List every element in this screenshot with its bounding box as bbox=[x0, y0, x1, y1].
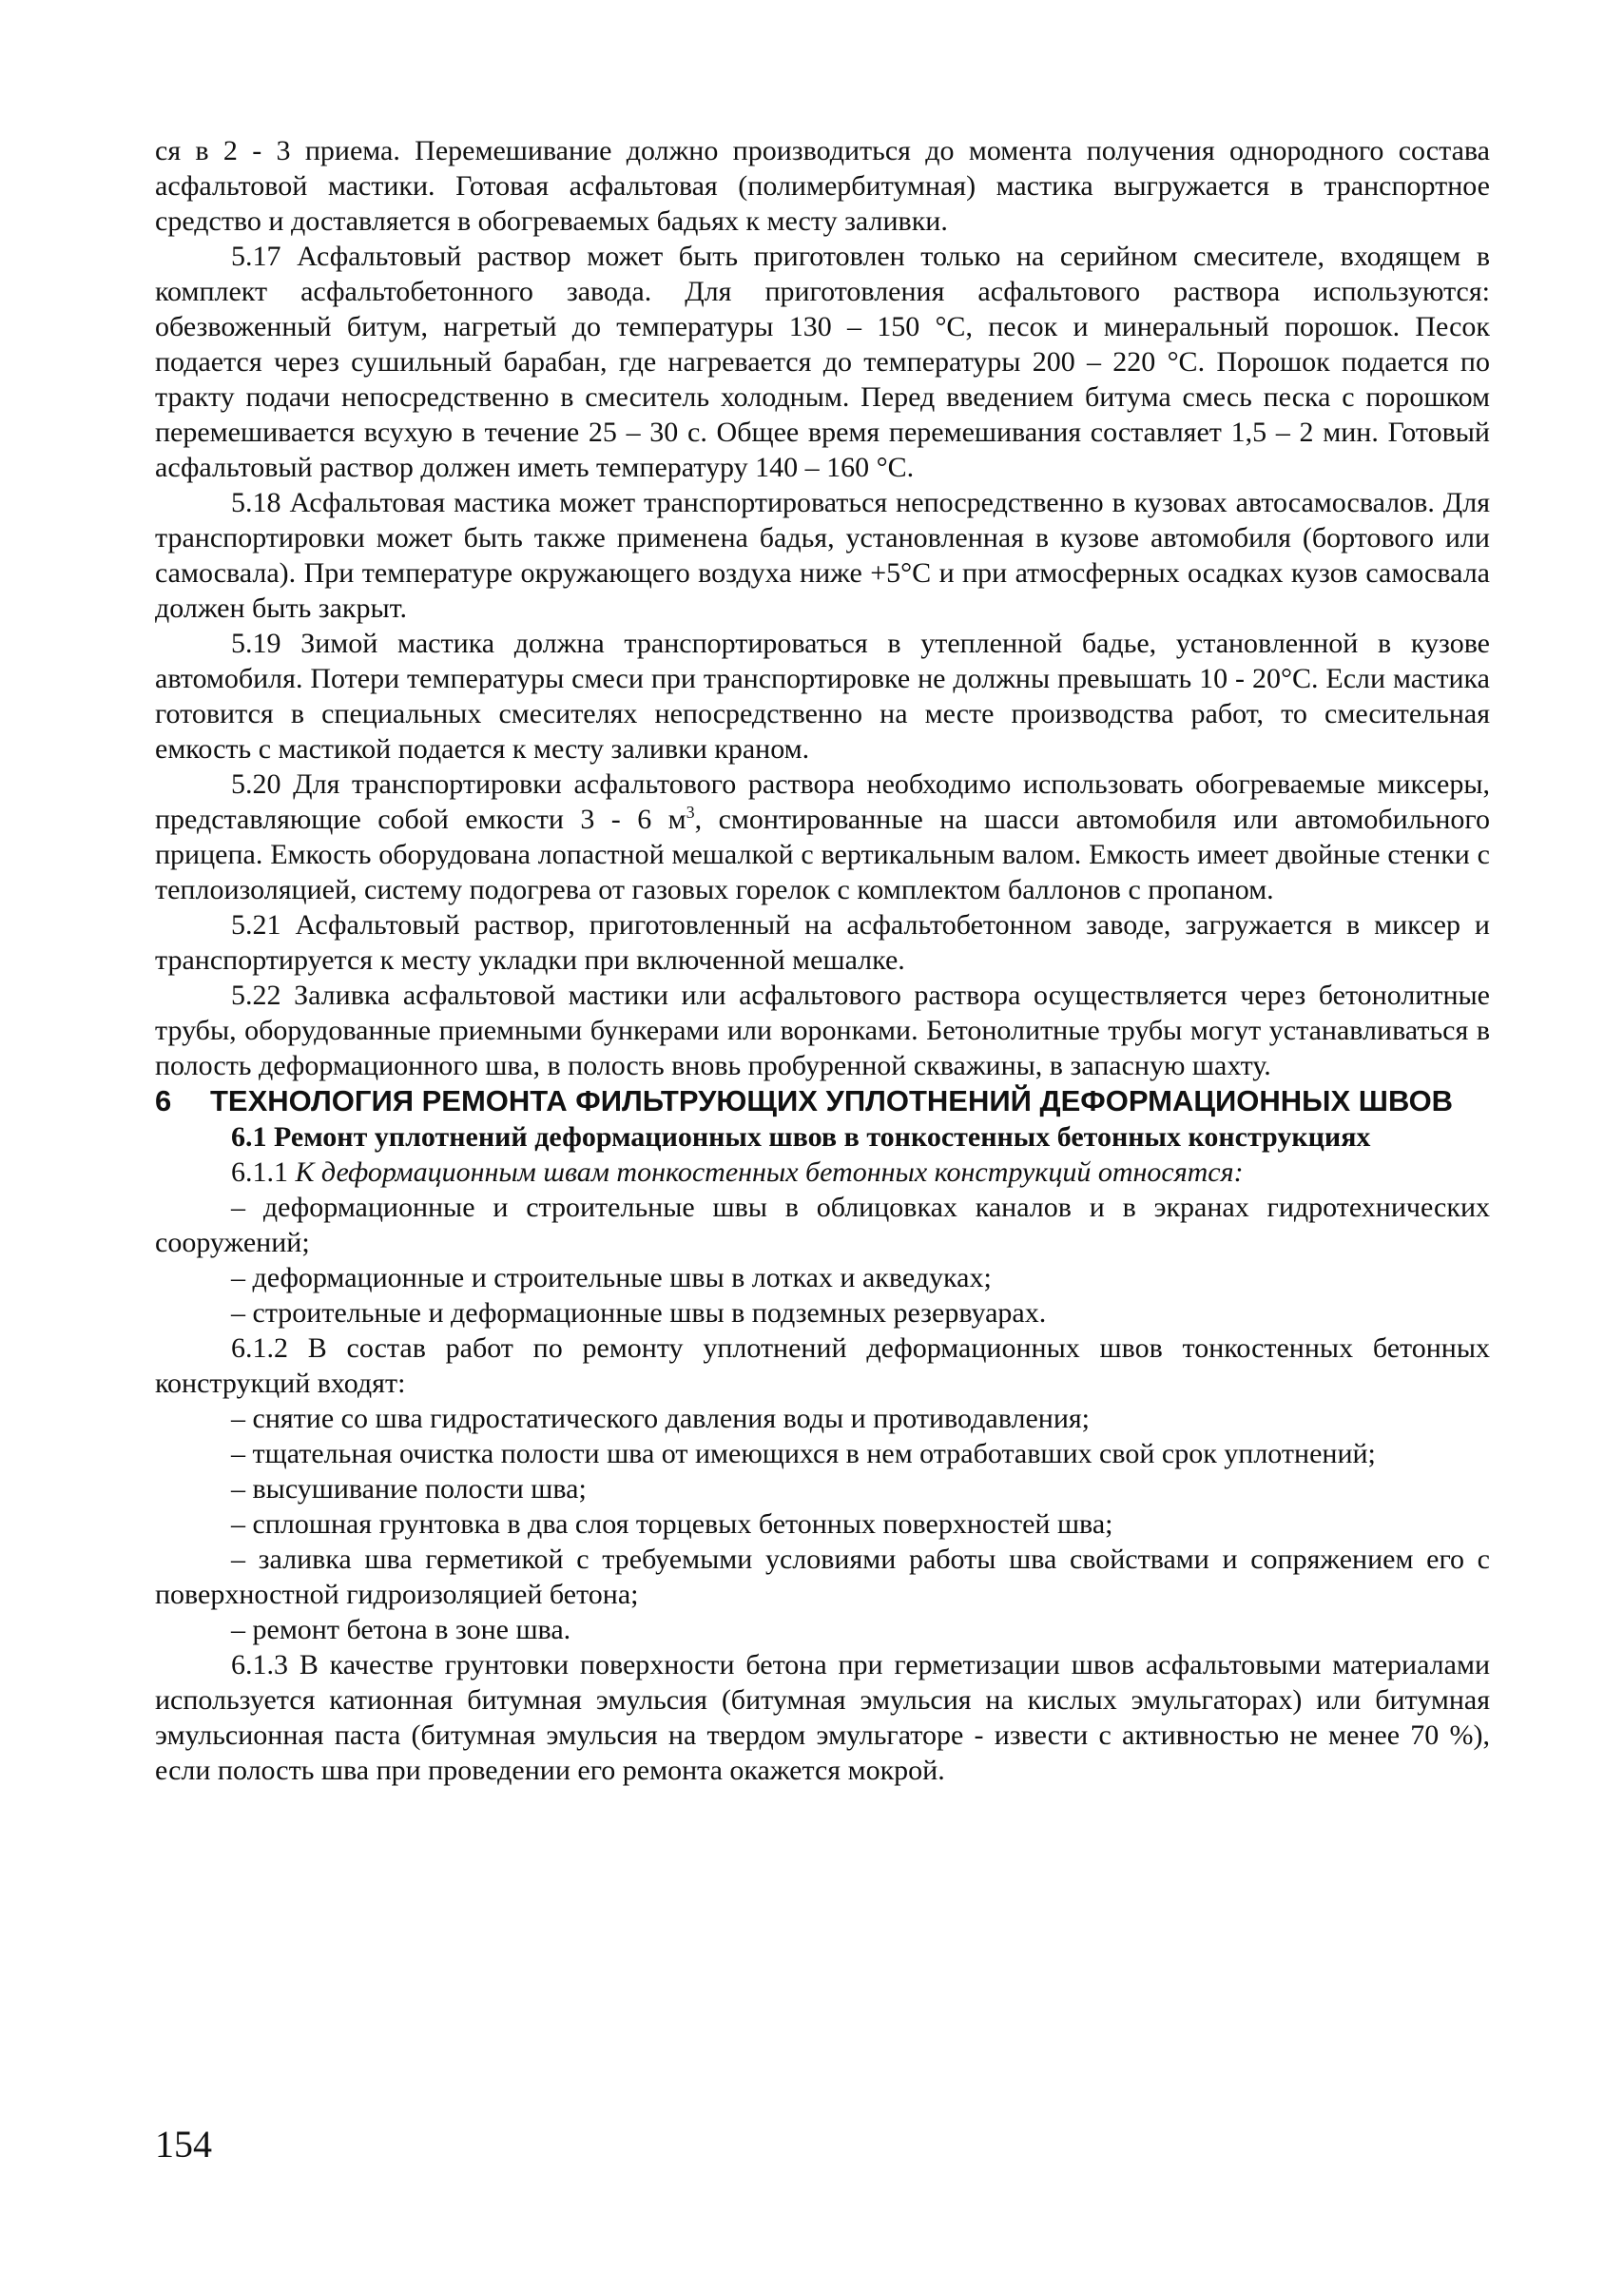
list-item: – деформационные и строительные швы в облицовках каналов и в экранах гидротехнических сооружений; bbox=[155, 1192, 1490, 1258]
list-item: – сплошная грунтовка в два слоя торцевых бетонных поверхностей шва; bbox=[231, 1508, 1113, 1540]
document-page bbox=[155, 133, 1490, 1788]
paragraph-5-20-part-a: 5.20 Для транспортировки асфальтового раствора необходимо использовать обогреваемые миксеры, представляющие собой емкости 3 - 6 м bbox=[155, 768, 1490, 835]
section-6-heading bbox=[155, 1083, 1490, 1119]
list-item: – тщательная очистка полости шва от имеющихся в нем отработавших свой срок уплотнений; bbox=[231, 1438, 1376, 1469]
paragraph-5-20-part-b: , смонтированные на шасси автомобиля или автомобильного прицепа. Емкость оборудована лопастной мешалкой с вертикальным валом. Емкость имеет двойные стенки с теплоизоляцией, систему подогрева от газовых горелок с комплектом баллонов с пропаном. bbox=[155, 804, 1490, 905]
paragraph-6-1-2: 6.1.2 В состав работ по ремонту уплотнений деформационных швов тонкостенных бетонных конструкций входят: bbox=[155, 1332, 1490, 1399]
list-item: – строительные и деформационные швы в подземных резервуарах. bbox=[231, 1297, 1047, 1329]
paragraph-6-1-3: 6.1.3 В качестве грунтовки поверхности бетона при герметизации швов асфальтовыми материалами используется катионная битумная эмульсия (битумная эмульсия на кислых эмульгаторах) или битумная эмульсионная паста (битумная эмульсия на твердом эмульгаторе - извести с активностью не менее 70 %), если полость шва при проведении его ремонта окажется мокрой. bbox=[155, 1649, 1490, 1786]
paragraph-5-21: 5.21 Асфальтовый раствор, приготовленный на асфальтобетонном заводе, загружается в миксер и транспортируется к месту укладки при включенной мешалке. bbox=[155, 909, 1490, 976]
list-item: – высушивание полости шва; bbox=[231, 1473, 587, 1505]
paragraph-5-22: 5.22 Заливка асфальтовой мастики или асфальтового раствора осуществляется через бетонолитные трубы, оборудованные приемными бункерами или воронками. Бетонолитные трубы могут устанавливаться в полость деформационного шва, в полость вновь пробуренной скважины, в запасную шахту. bbox=[155, 980, 1490, 1081]
list-item: – снятие со шва гидростатического давления воды и противодавления; bbox=[231, 1403, 1091, 1434]
list-item: – заливка шва герметикой с требуемыми условиями работы шва свойствами и сопряжением его с поверхностной гидроизоляцией бетона; bbox=[155, 1544, 1490, 1610]
paragraph-5-20 bbox=[155, 767, 1490, 907]
list-item: – ремонт бетона в зоне шва. bbox=[231, 1614, 571, 1645]
cubic-superscript: 3 bbox=[686, 803, 695, 822]
paragraph-6-1-1 bbox=[155, 1155, 1490, 1190]
paragraph-6-1-1-lead: К деформационным швам тонкостенных бетонных конструкций относятся: bbox=[295, 1156, 1244, 1188]
list-item: – деформационные и строительные швы в лотках и акведуках; bbox=[231, 1262, 992, 1293]
paragraph-5-19: 5.19 Зимой мастика должна транспортироваться в утепленной бадье, установленной в кузове автомобиля. Потери температуры смеси при транспортировке не должны превышать 10 - 20°С. Если мастика готовится в специальных смесителях непосредственно на месте производства работ, то смесительная емкость с мастикой подается к месту заливки краном. bbox=[155, 628, 1490, 765]
paragraph-5-18: 5.18 Асфальтовая мастика может транспортироваться непосредственно в кузовах автосамосвалов. Для транспортировки может быть также применена бадья, установленная в кузове автомобиля (бортового или самосвала). При температуре окружающего воздуха ниже +5°С и при атмосферных осадках кузов самосвала должен быть закрыт. bbox=[155, 487, 1490, 624]
paragraph-6-1-1-number: 6.1.1 bbox=[231, 1156, 288, 1188]
section-6-number: 6 bbox=[155, 1084, 172, 1117]
paragraph-continuation: ся в 2 - 3 приема. Перемешивание должно производиться до момента получения однородного состава асфальтовой мастики. Готовая асфальтовая (полимербитумная) мастика выгружается в транспортное средство и доставляется в обогреваемых бадьях к месту заливки. bbox=[155, 135, 1490, 237]
subsection-6-1-heading: 6.1 Ремонт уплотнений деформационных швов в тонкостенных бетонных конструкциях bbox=[231, 1121, 1371, 1153]
section-6-title: ТЕХНОЛОГИЯ РЕМОНТА ФИЛЬТРУЮЩИХ УПЛОТНЕНИЙ ДЕФОРМАЦИОННЫХ ШВОВ bbox=[210, 1084, 1454, 1117]
page-number: 154 bbox=[155, 2123, 212, 2166]
paragraph-5-17: 5.17 Асфальтовый раствор может быть приготовлен только на серийном смесителе, входящем в комплект асфальтобетонного завода. Для приготовления асфальтового раствора используются: обезвоженный битум, нагретый до температуры 130 – 150 °С, песок и минеральный порошок. Песок подается через сушильный барабан, где нагревается до температуры 200 – 220 °С. Порошок подается по тракту подачи непосредственно в смеситель холодным. Перед введением битума смесь песка с порошком перемешивается всухую в течение 25 – 30 с. Общее время перемешивания составляет 1,5 – 2 мин. Готовый асфальтовый раствор должен иметь температуру 140 – 160 °С. bbox=[155, 241, 1490, 483]
